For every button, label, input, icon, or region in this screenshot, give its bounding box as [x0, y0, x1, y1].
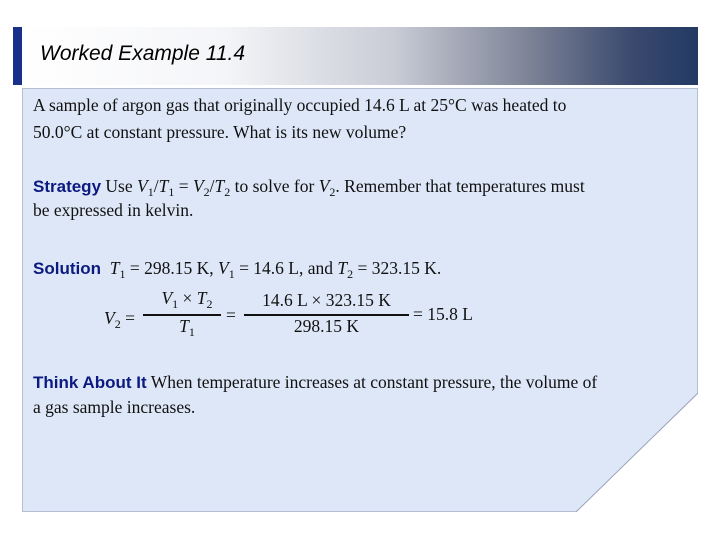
strategy-line-1: [33, 174, 585, 199]
think-line-1: [33, 370, 597, 395]
problem-line-1: A sample of argon gas that originally occupied 14.6 L at 25°C was heated to: [33, 95, 567, 115]
fraction-1-numerator: $V_1 \times T_2$: [161, 288, 213, 311]
fraction-2-denominator: 298.15 K: [293, 316, 360, 336]
equation-lhs: $V_2$ =: [104, 308, 135, 331]
equation-result: = 15.8 L: [413, 304, 473, 324]
equals-sign: =: [226, 305, 236, 325]
solution-label: Solution: [33, 259, 101, 278]
think-label: Think About It: [33, 373, 147, 392]
solution-line: [33, 256, 441, 281]
think-text: When temperature increases at constant pressure, the volume of: [150, 372, 598, 392]
strategy-label: Strategy: [33, 177, 102, 196]
page-title: Worked Example 11.4: [40, 42, 246, 65]
problem-line-2: 50.0°C at constant pressure. What is its new volume?: [33, 122, 407, 142]
strategy-text: Use $V_1/T_1 = V_2/T_2$ to solve for $V_2$. Remember that temperatures must: [105, 176, 585, 199]
fraction-2-numerator: 14.6 L × 323.15 K: [262, 290, 391, 310]
strategy-line-2: be expressed in kelvin.: [33, 200, 194, 220]
solution-givens: $T_1 = 298.15$ K, $V_1 = 14.6$ L, and $T_2 = 323.15$ K.: [109, 258, 442, 281]
page-curl-edge: [576, 393, 698, 512]
fraction-1-denominator: $T_1$: [179, 316, 195, 339]
title-banner: [13, 27, 698, 85]
think-line-2: a gas sample increases.: [33, 397, 196, 417]
